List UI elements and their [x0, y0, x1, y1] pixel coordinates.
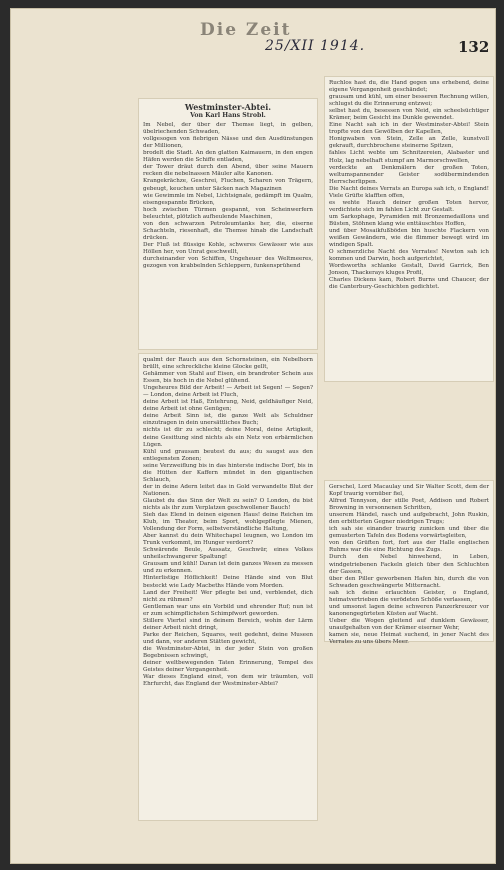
- verse-line: Sieh das Elend in deinen eigenen Haus! deine Reichen im Klub, im Theater, beim Sport, wohlgepflegte Mienen, Vollendung der Form, selbstverständliche Haltung,: [143, 512, 313, 533]
- verse-line: Ueber die Wogen gleitend auf dunklem Gewässer, unaufgehalten von der Krämer eiserner Wehr,: [329, 617, 489, 631]
- clipping-part-3: [324, 76, 494, 382]
- verse-line: Durch den Nebel hinwehend, in Leben, windgetriebenen Fackeln gleich über den Schluchten der Gassen,: [329, 554, 489, 575]
- verse-line: fahles Licht webte um Schnitzereien, Alabaster und Holz, lag nebelhaft stumpf am Marmorschwellen,: [329, 150, 489, 164]
- verse-line: wie Gewimmle im Nebel, Lichtsignale, gedämpft im Qualm, eisengespannte Brücken,: [143, 192, 313, 206]
- stanza-list-4: [329, 484, 489, 646]
- verse-line: Alfred Tennyson, der stille Poet, Addison und Robert Browning in versonnenen Schritten,: [329, 498, 489, 512]
- verse-line: Der Fluß ist flüssige Kohle, schweres Gewässer wie aus Höllen her, von Unrat geschwellt,: [143, 241, 313, 255]
- verse-line: unserem Händel, rasch und aufgebracht, John Ruskin, den erbitterten Gegner niedrigen Trugs;: [329, 512, 489, 526]
- verse-line: um Sarkophage, Pyramiden mit Bronzemedaillons und Büsten, Stöhnen klang wie enttäuschtes Hoffen,: [329, 213, 489, 227]
- verse-line: nichts ist dir zu schlecht; deine Moral, deine Artigkeit, deine Gesittung sind nichts als ein Netz von erbärmlichen Lügen.: [143, 427, 313, 448]
- verse-line: Wordsworths schlanke Gestalt, David Garrick, Ben Jonson, Thackerays kluges Profil,: [329, 263, 489, 277]
- verse-line: die Westminster-Abtei, in der jeder Stein von großen Begebnissen schwingt,: [143, 645, 313, 659]
- clipping-part-2: [138, 353, 318, 821]
- stanza-list-1: [143, 122, 313, 270]
- verse-line: hoch zwischen Türmen gespannt, von Scheinwerfern beleuchtet, plötzlich aufheulende Maschinen,: [143, 206, 313, 220]
- verse-line: über den Piller geworbenen Hafen hin, durch die von Schwaden geschwängerte Mitternacht.: [329, 575, 489, 589]
- verse-line: qualmt der Rauch aus den Schornsteinen, ein Nebelhorn brüllt, eine schreckliche kleine Glocke gellt,: [143, 357, 313, 371]
- verse-line: brodelt die Stadt. An den glatten Kaimauern, in den engen Häfen werden die Schiffe entladen,: [143, 150, 313, 164]
- page-number: 132: [458, 38, 490, 56]
- article-title: Westminster-Abtei.: [184, 102, 272, 112]
- article-author: Von Karl Hans Strobl.: [190, 112, 266, 120]
- verse-line: und umsonst lagen deine schweren Panzerkreuzer vor kanonengegürteten Küsten auf Wacht.: [329, 603, 489, 617]
- verse-line: sah ich deine erlauchten Geister, o England, heimatvertrieben die verödeten Schöße verlassen,: [329, 589, 489, 603]
- verse-line: Gentleman war uns ein Vorbild und ehrender Ruf; nun ist er zum schimpflichsten Schimpfwort geworden.: [143, 603, 313, 617]
- verse-line: Glaubst du das Sinn der Welt zu sein? O London, du bist nichts als ihr zum Verplatzen geschwollener Bauch!: [143, 497, 313, 511]
- verse-line: seine Verzweiflung bis in das hinterste indische Dorf, bis in die Hütten der Kaffern mündet in den gigantischen Schlauch,: [143, 462, 313, 483]
- verse-line: War dieses England einst, von dem wir träumten, voll Ehrfurcht, das England der Westminster-Abtei?: [143, 674, 313, 688]
- verse-line: Kühl und grausam beutest du aus; du saugst aus den entlegensten Zonen;: [143, 448, 313, 462]
- verse-line: Schwärende Beule, Aussatz, Geschwür, eines Volkes unheilschwangerer Spaltung!: [143, 547, 313, 561]
- verse-line: Charles Dickens kam, Robert Burns und Chaucer, der die Canterbury-Geschichten gedichtet.: [329, 277, 489, 291]
- verse-line: Ungeheures Bild der Arbeit! — Arbeit ist Segen! — Segen? — London, deine Arbeit ist Fluch,: [143, 385, 313, 399]
- clipping-part-4: [324, 480, 494, 646]
- verse-line: ich sah sie einander traurig zunicken und über die gemusterten Tafeln des Bodens vorwärtsgleiten,: [329, 526, 489, 540]
- verse-line: selbst hast du, besessen von Neid, ein scheelsüchtiger Krämer, beim Gesicht ins Dunkle gewendet.: [329, 108, 489, 122]
- verse-line: deiner weltbewegenden Taten Erinnerung, Tempel des Geistes deiner Vergangenheit.: [143, 660, 313, 674]
- verse-line: Stillere Viertel sind in deinem Bereich, wohin der Lärm deiner Arbeit nicht dringt,: [143, 617, 313, 631]
- verse-line: Ruchlos hast du, die Hand gegen uns erhebend, deine eigene Vergangenheit geschändet;: [329, 80, 489, 94]
- verse-line: der in deine Adern leitet das in Gold verwandelte Blut der Nationen.: [143, 483, 313, 497]
- verse-line: O schmerzliche Nacht des Verrates! Newton sah ich kommen und Darwin, hoch aufgerichtet,: [329, 249, 489, 263]
- verse-line: von den schwarzen Petroleumtanks her, die, eiserne Schachteln, riesenhaft, die Themse hinab die Landschaft drücken.: [143, 220, 313, 241]
- clipping-sheet: [10, 8, 496, 864]
- verse-line: Gehämmer von Stahl auf Eisen, ein brandroter Schein aus Essen, bis hoch in die Nebel glühend.: [143, 371, 313, 385]
- verse-line: Aber kannst du dein Whitechapel leugnen, wo London im Trunk verkommt, im Hunger verdorrt?: [143, 533, 313, 547]
- verse-line: von den Grüften fort, fort aus der Halle englischen Ruhms war die eine Richtung des Zugs.: [329, 540, 489, 554]
- verse-line: und über Mosaikfußböden bin huschte Flackern von weißen Gewändern, wie die flimmer bewegt wird im windigen Spalt.: [329, 227, 489, 249]
- verse-line: verdeckte an Denkmälern der großen Toten, weltumspannender Geister sodübermindenden Herrscherlippen.: [329, 164, 489, 185]
- verse-line: durcheinander von Schiffen, Ungeheuer des Weltmeeres, gezogen von krabbelnden Schleppern, funkensprühend: [143, 255, 313, 270]
- verse-line: Im Nebel, der über der Themse liegt, in gelben, übelriechenden Schwaden,: [143, 122, 313, 136]
- verse-line: es wehte Hauch deiner großen Toten hervor, verdichtete sich im fahlen Licht zur Gestalt.: [329, 199, 489, 213]
- verse-line: kamen sie, neue Heimat suchend, in jener Nacht des Verrates zu uns übers Meer.: [329, 631, 489, 646]
- verse-line: deine Arbeit ist Haß, Entehrung, Neid, geldhäufiger Neid, deine Arbeit ist ohne Genügen;: [143, 399, 313, 413]
- verse-line: Honigwaben von Stein, Zelle an Zelle, kunstvoll gekrauft, durchbrochene steinerne Spitzen,: [329, 136, 489, 150]
- verse-line: Krangekrächze, Geschrei, Fluchen, Scharen von Trägern, gebeugt, keuchen unter Säcken nach Magazinen: [143, 178, 313, 192]
- newspaper-name: Die Zeit: [200, 20, 292, 40]
- verse-line: Grausam und kühl! Daran ist dein ganzes Wesen zu messen und zu erkennen.: [143, 561, 313, 575]
- verse-line: Land der Freiheit! Wer pflegte bei und, verblendet, dich nicht zu rühmen?: [143, 589, 313, 603]
- stanza-list-3: [329, 80, 489, 291]
- verse-line: der Tower dräut durch den Abend, über seine Mauern recken die nebelnassen Mäuler alte Kanonen.: [143, 164, 313, 178]
- verse-line: vollgesogen von fiebrigen Nässe und den Ausdünstungen der Millionen,: [143, 136, 313, 150]
- handwritten-date: 25/XII 1914.: [265, 38, 366, 54]
- verse-line: Eine Nacht sah ich in der Westminster-Abtei! Stein tropfte von den Gewölben der Kapellen,: [329, 122, 489, 136]
- clipping-part-1: [138, 98, 318, 350]
- verse-line: Hinterlistige Höflichkeit! Deine Hände sind von Blut besteckt wie Lady Macbeths Hände vom Morden.: [143, 575, 313, 589]
- verse-line: grausam und kühl, um einer besseren Rechnung willen, schlugst du die Erinnerung entzwei;: [329, 94, 489, 108]
- verse-line: Parke der Reichen, Squares, weit gedehnt, deine Museen und dann, vor anderen Stätten gewicht,: [143, 631, 313, 645]
- verse-line: Die Nacht deines Verrats an Europa sah ich, o England! Viele Grüfte klafften offen,: [329, 185, 489, 199]
- stanza-list-2: [143, 357, 313, 688]
- verse-line: deine Arbeit Sinn ist, die ganze Welt als Schuldner einzutragen in dein unersättliches Buch;: [143, 413, 313, 427]
- verse-line: Gerschel, Lord Macaulay und Sir Walter Scott, dem der Kopf traurig vornüber fiel,: [329, 484, 489, 498]
